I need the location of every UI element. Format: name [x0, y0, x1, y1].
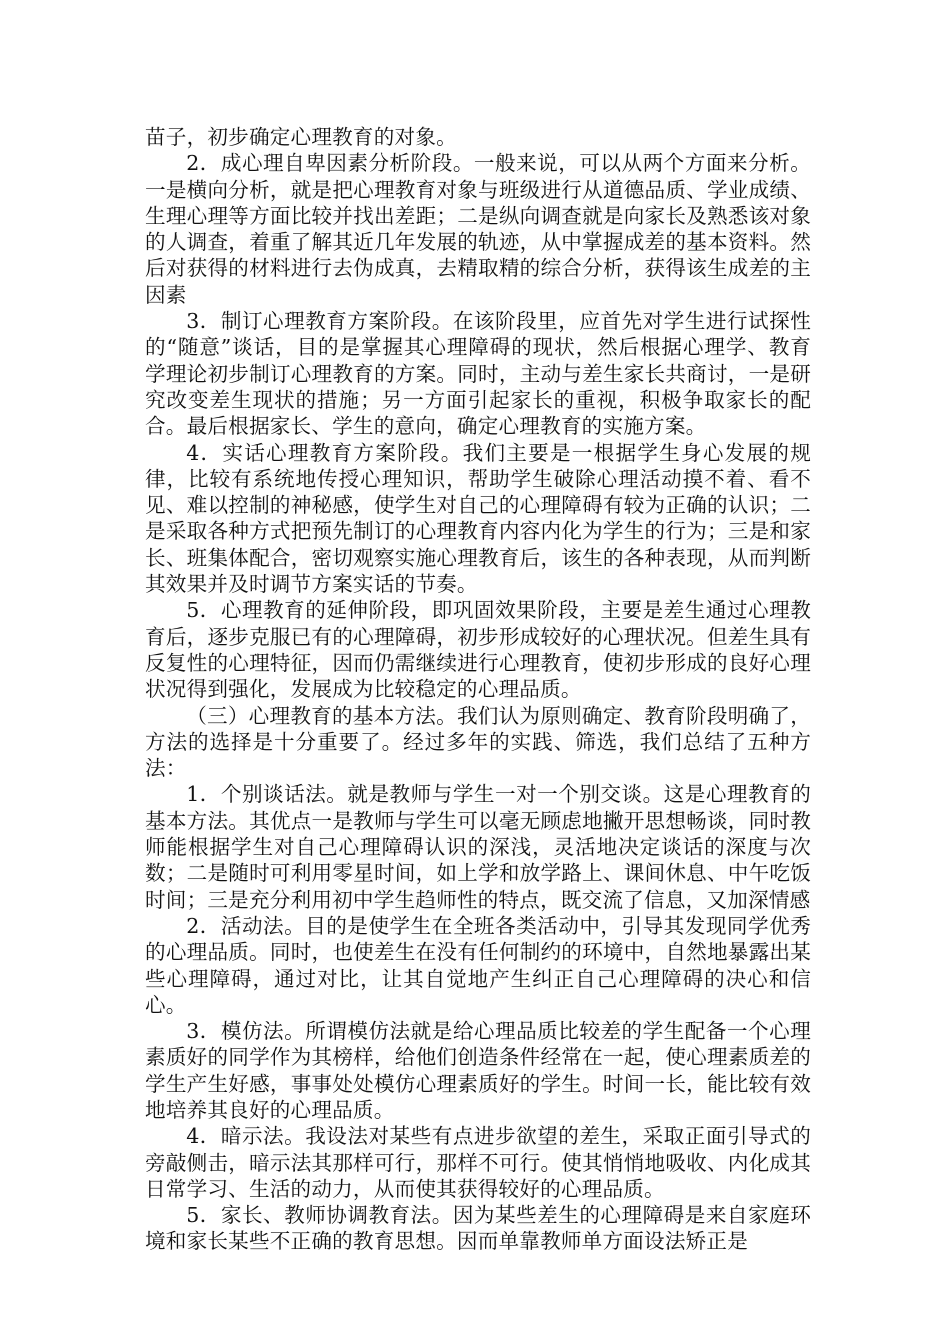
paragraph-1: 2．成心理自卑因素分析阶段。一般来说，可以从两个方面来分析。一是横向分析，就是把心理教育对象与班级进行从道德品质、学业成绩、生理心理等方面比较并找出差距；二是纵向调查就是向家长及熟悉该对象的人调查，着重了解其近几年发展的轨迹，从中掌握成差的基本资料。然后对获得的材料进行去伪成真，去精取精的综合分析，获得该生成差的主因素	[145, 151, 811, 307]
paragraph-5: （三）心理教育的基本方法。我们认为原则确定、教育阶段明确了，方法的选择是十分重要了。经过多年的实践、筛选，我们总结了五种方法：	[145, 703, 811, 781]
paragraph-3: 4．实话心理教育方案阶段。我们主要是一根据学生身心发展的规律，比较有系统地传授心理知识，帮助学生破除心理活动摸不着、看不见、难以控制的神秘感，使学生对自己的心理障碍有较为正确的认识；二是采取各种方式把预先制订的心理教育内容内化为学生的行为；三是和家长、班集体配合，密切观察实施心理教育后，该生的各种表现，从而判断其效果并及时调节方案实话的节奏。	[145, 440, 811, 597]
paragraph-7: 2．活动法。目的是使学生在全班各类活动中，引导其发现同学优秀的心理品质。同时，也使差生在没有任何制约的环境中，自然地暴露出某些心理障碍，通过对比，让其自觉地产生纠正自己心理障碍的决心和信心。	[145, 913, 811, 1017]
paragraph-9: 4．暗示法。我设法对某些有点进步欲望的差生，采取正面引导式的旁敲侧击，暗示法其那样可行，那样不可行。使其悄悄地吸收、内化成其日常学习、生活的动力，从而使其获得较好的心理品质。	[145, 1124, 811, 1201]
paragraph-10: 5．家长、教师协调教育法。因为某些差生的心理障碍是来自家庭环境和家长某些不正确的教育思想。因而单靠教师单方面设法矫正是	[145, 1203, 811, 1254]
paragraph-4: 5．心理教育的延伸阶段，即巩固效果阶段，主要是差生通过心理教育后，逐步克服已有的心理障碍，初步形成较好的心理状况。但差生具有反复性的心理特征，因而仍需继续进行心理教育，使初步形成的良好心理状况得到强化，发展成为比较稳定的心理品质。	[145, 598, 811, 702]
paragraph-6: 1．个别谈话法。就是教师与学生一对一个别交谈。这是心理教育的基本方法。其优点一是教师与学生可以毫无顾虑地撇开思想畅谈，同时教师能根据学生对自己心理障碍认识的深浅，灵活地决定谈话的深度与次数；二是随时可利用零星时间，如上学和放学路上、课间休息、中午吃饭时间；三是充分利用初中学生趋师性的特点，既交流了信息，又加深情感	[145, 782, 811, 912]
paragraph-8: 3．模仿法。所谓模仿法就是给心理品质比较差的学生配备一个心理素质好的同学作为其榜样，给他们创造条件经常在一起，使心理素质差的学生产生好感，事事处处模仿心理素质好的学生。时间一长，能比较有效地培养其良好的心理品质。	[145, 1019, 811, 1122]
document-body	[145, 124, 811, 1255]
paragraph-0: 苗子，初步确定心理教育的对象。	[145, 125, 457, 149]
paragraph-2: 3．制订心理教育方案阶段。在该阶段里，应首先对学生进行试探性的“随意”谈话，目的是掌握其心理障碍的现状，然后根据心理学、教育学理论初步制订心理教育的方案。同时，主动与差生家长共商讨，一是研究改变差生现状的措施；另一方面引起家长的重视，积极争取家长的配合。最后根据家长、学生的意向，确定心理教育的实施方案。	[145, 309, 811, 439]
